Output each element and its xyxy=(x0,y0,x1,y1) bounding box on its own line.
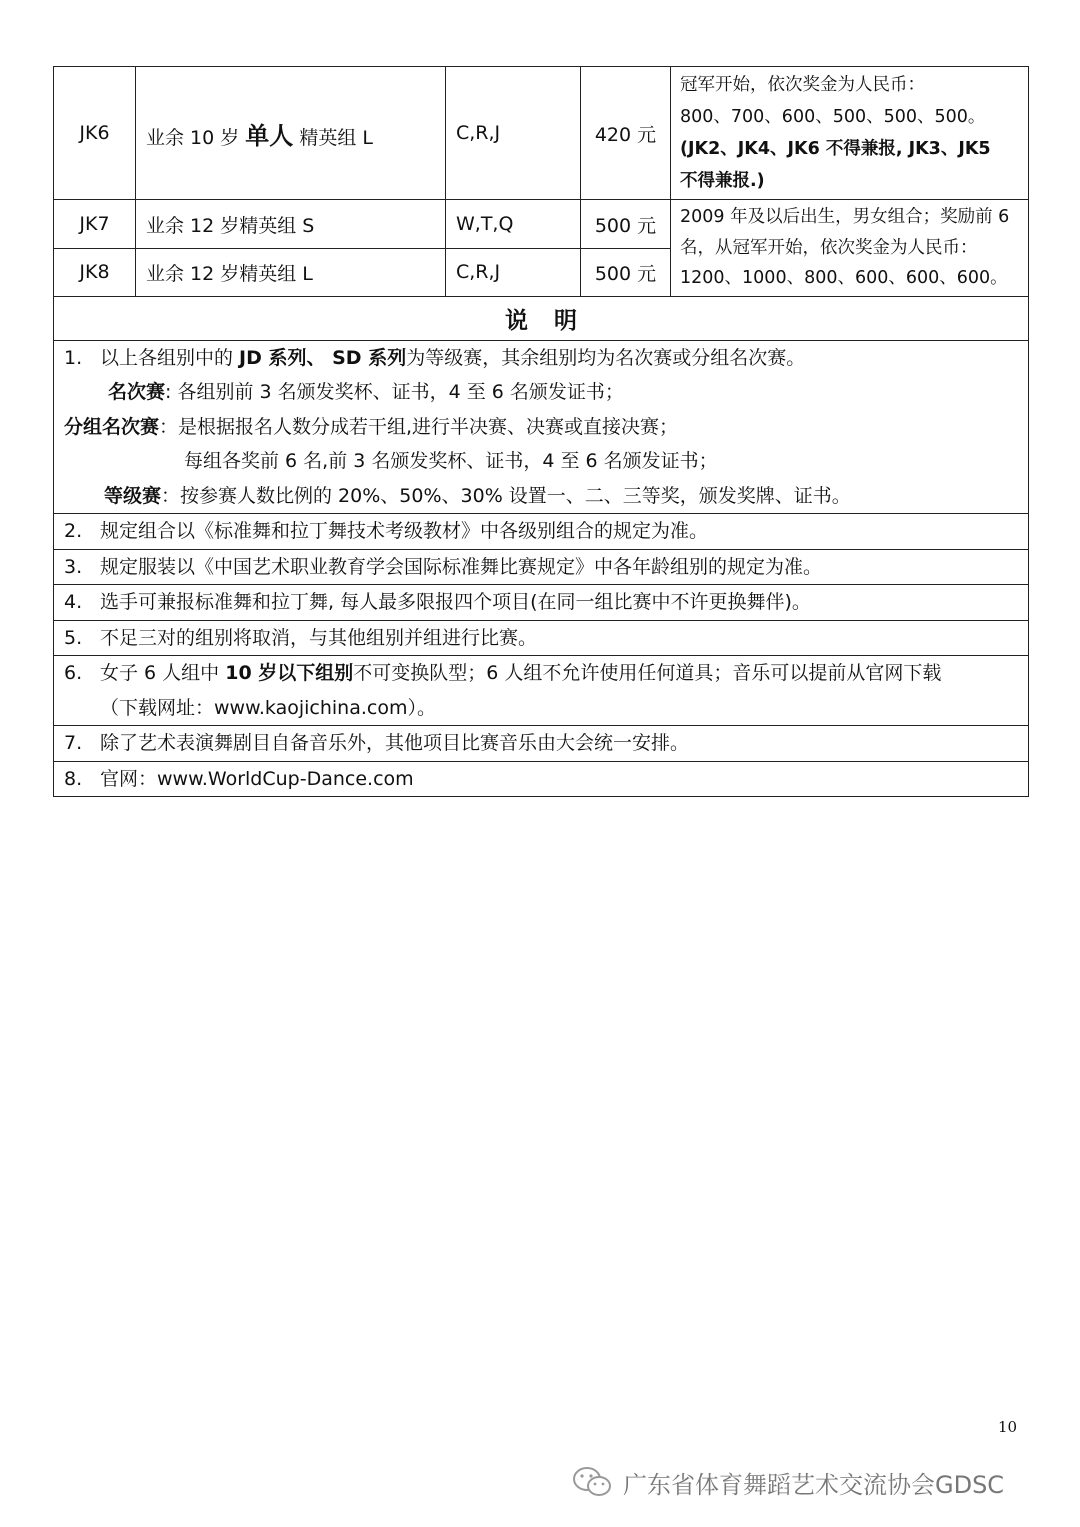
dances: C,R,J xyxy=(446,67,581,200)
group-code: JK6 xyxy=(54,67,136,200)
note-bold: JD 系列、 SD 系列 xyxy=(239,346,407,369)
prize-line: 2009 年及以后出生，男女组合；奖励前 6 xyxy=(680,207,1010,227)
note-8: 8. 官网：www.WorldCup-Dance.com xyxy=(54,761,1029,797)
note-7: 7. 除了艺术表演舞剧目自备音乐外，其他项目比赛音乐由大会统一安排。 xyxy=(54,726,1029,762)
wechat-icon xyxy=(571,1465,615,1499)
table-row xyxy=(54,200,1029,249)
note-bold: 名次赛 xyxy=(108,381,166,403)
note-5: 5. 不足三对的组别将取消，与其他组别并组进行比赛。 xyxy=(54,620,1029,656)
competition-table xyxy=(53,66,1029,797)
prize-description xyxy=(671,67,1029,200)
prize-restriction: 不得兼报.) xyxy=(680,171,765,191)
note-number: 4. xyxy=(64,591,83,613)
prize-description xyxy=(671,200,1029,297)
note-number: 7. xyxy=(64,732,83,754)
fee: 420 元 xyxy=(581,67,671,200)
dances: W,T,Q xyxy=(446,200,581,249)
group-name: 业余 12 岁精英组 S xyxy=(136,200,446,249)
note-bold: 等级赛 xyxy=(104,484,162,507)
note-4: 4. 选手可兼报标准舞和拉丁舞, 每人最多限报四个项目(在同一组比赛中不许更换舞伴)。 xyxy=(54,585,1029,621)
group-name-post: 精英组 L xyxy=(293,126,373,149)
group-name: 业余 12 岁精英组 L xyxy=(136,249,446,296)
prize-line: 冠军开始，依次奖金为人民币： xyxy=(680,75,925,95)
dances: C,R,J xyxy=(446,249,581,296)
note-1: 1. 以上各组别中的 JD 系列、 SD 系列为等级赛，其余组别均为名次赛或分组名次赛。 名次赛: 各组别前 3 名颁发奖杯、证书，4 至 6 名颁发证书； 分组名次赛：是根据报名人数分成若干组,进行半决赛、决赛或直接决赛； 每组各奖前 6 名,前 3 名颁发奖杯、证书，4 至 6 名颁发证书； 等级赛：按参赛人数比例的 20%、50%、30% 设置一、二、三等奖，颁发奖牌、证书。 xyxy=(54,340,1029,514)
notes-heading: 说明 xyxy=(54,296,1029,340)
watermark xyxy=(571,1462,1004,1502)
notes-heading-row xyxy=(54,296,1029,340)
fee: 500 元 xyxy=(581,200,671,249)
note-3: 3. 规定服装以《中国艺术职业教育学会国际标准舞比赛规定》中各年龄组别的规定为准。 xyxy=(54,549,1029,585)
table-row xyxy=(54,67,1029,200)
note-number: 6. xyxy=(64,662,83,684)
watermark-text: 广东省体育舞蹈艺术交流协会GDSC xyxy=(623,1470,1005,1499)
prize-line: 800、700、600、500、500、500。 xyxy=(680,107,986,127)
note-6: 6. 女子 6 人组中 10 岁以下组别不可变换队型；6 人组不允许使用任何道具；音乐可以提前从官网下载 （下载网址：www.kaojichina.com）。 xyxy=(54,656,1029,726)
note-number: 3. xyxy=(64,555,83,578)
group-code: JK8 xyxy=(54,249,136,296)
note-number: 2. xyxy=(64,520,83,542)
note-bold: 分组名次赛 xyxy=(64,415,160,438)
page-number: 10 xyxy=(998,1418,1018,1436)
prize-line: 1200、1000、800、600、600、600。 xyxy=(680,268,1008,288)
group-code: JK7 xyxy=(54,200,136,249)
prize-restriction: (JK2、JK4、JK6 不得兼报, JK3、JK5 xyxy=(680,139,991,159)
fee: 500 元 xyxy=(581,249,671,296)
note-number: 8. xyxy=(64,767,83,790)
note-bold: 10 岁以下组别 xyxy=(225,662,354,684)
note-number: 5. xyxy=(64,626,83,649)
note-number: 1. xyxy=(64,346,83,369)
group-name-bold: 单人 xyxy=(245,121,294,150)
group-name-pre: 业余 10 岁 xyxy=(146,126,246,149)
group-name xyxy=(136,67,446,200)
note-2: 2. 规定组合以《标准舞和拉丁舞技术考级教材》中各级别组合的规定为准。 xyxy=(54,514,1029,550)
prize-line: 名，从冠军开始，依次奖金为人民币： xyxy=(680,237,978,258)
